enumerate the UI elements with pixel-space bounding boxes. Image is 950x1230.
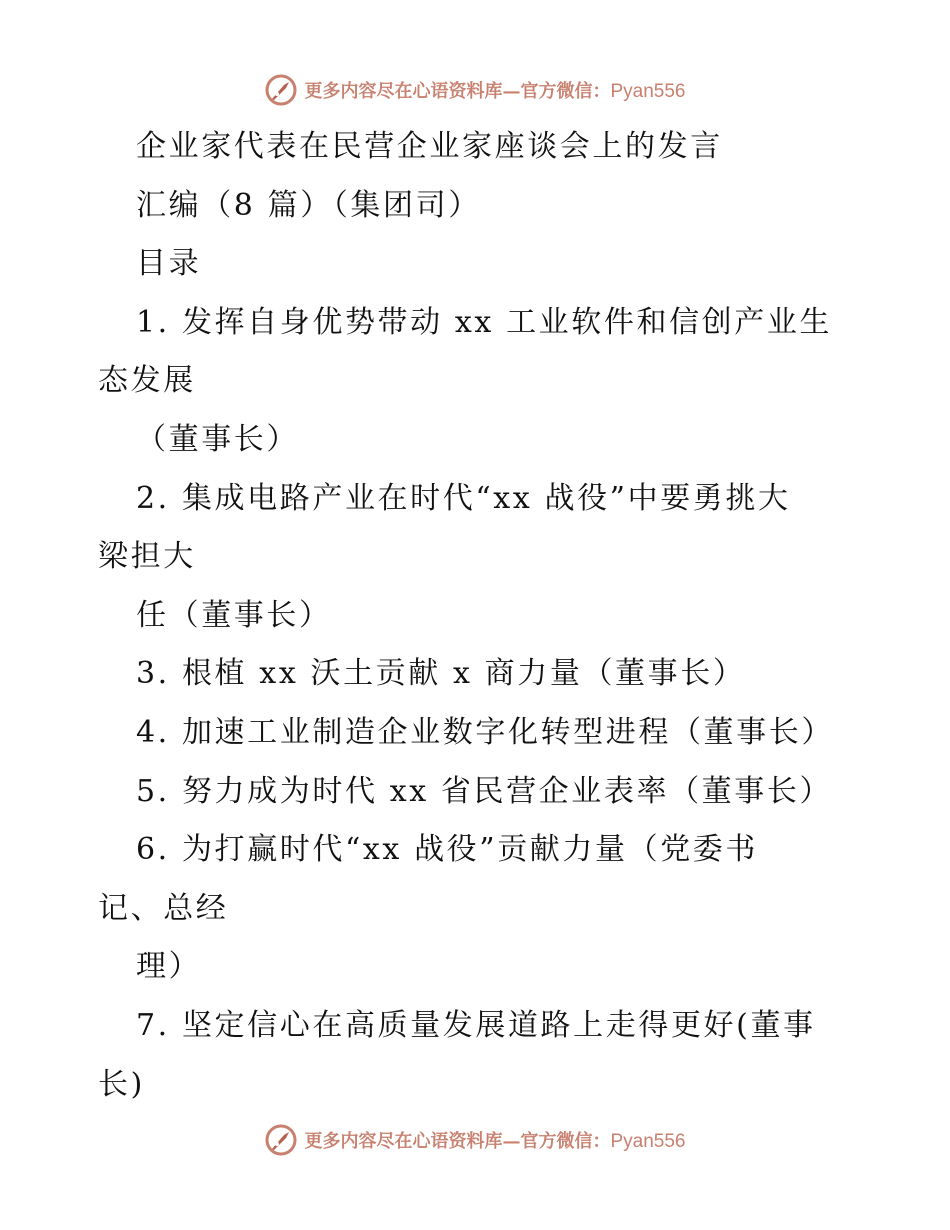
toc-item-1: 1. 发挥自身优势带动 xx 工业软件和信创产业生 xyxy=(136,304,833,340)
document-body xyxy=(98,118,858,1114)
header-watermark xyxy=(0,70,950,110)
watermark-text: 更多内容尽在心语资料库—官方微信：Pyan556 xyxy=(304,81,686,102)
toc-item-2-role: 任（董事长） xyxy=(136,597,332,633)
footer-watermark xyxy=(0,1120,950,1160)
toc-item-6-continued: 记、总经 xyxy=(98,890,229,926)
toc-item-5: 5. 努力成为时代 xx 省民营企业表率（董事长） xyxy=(136,773,833,809)
toc-item-1-role: （董事长） xyxy=(136,421,299,457)
toc-item-6: 6. 为打赢时代“xx 战役”贡献力量（党委书 xyxy=(136,832,759,868)
toc-item-1-continued: 态发展 xyxy=(98,363,196,399)
fountain-pen-seal-icon xyxy=(264,1123,298,1157)
document-title-line-1: 企业家代表在民营企业家座谈会上的发言 xyxy=(136,129,723,164)
toc-item-6-role: 理） xyxy=(136,949,202,985)
toc-item-3: 3. 根植 xx 沃土贡献 x 商力量（董事长） xyxy=(136,656,746,692)
toc-item-4: 4. 加速工业制造企业数字化转型进程（董事长） xyxy=(136,714,834,750)
fountain-pen-seal-icon xyxy=(264,73,298,107)
toc-heading: 目录 xyxy=(136,246,202,282)
toc-item-2-continued: 梁担大 xyxy=(98,539,196,575)
document-title-line-2: 汇编（8 篇）（集团司） xyxy=(136,187,481,223)
toc-item-2: 2. 集成电路产业在时代“xx 战役”中要勇挑大 xyxy=(136,480,791,516)
watermark-text: 更多内容尽在心语资料库—官方微信：Pyan556 xyxy=(304,1131,686,1152)
toc-item-7-continued: 长) xyxy=(98,1066,145,1102)
toc-item-7: 7. 坚定信心在高质量发展道路上走得更好(董事 xyxy=(136,1007,816,1043)
